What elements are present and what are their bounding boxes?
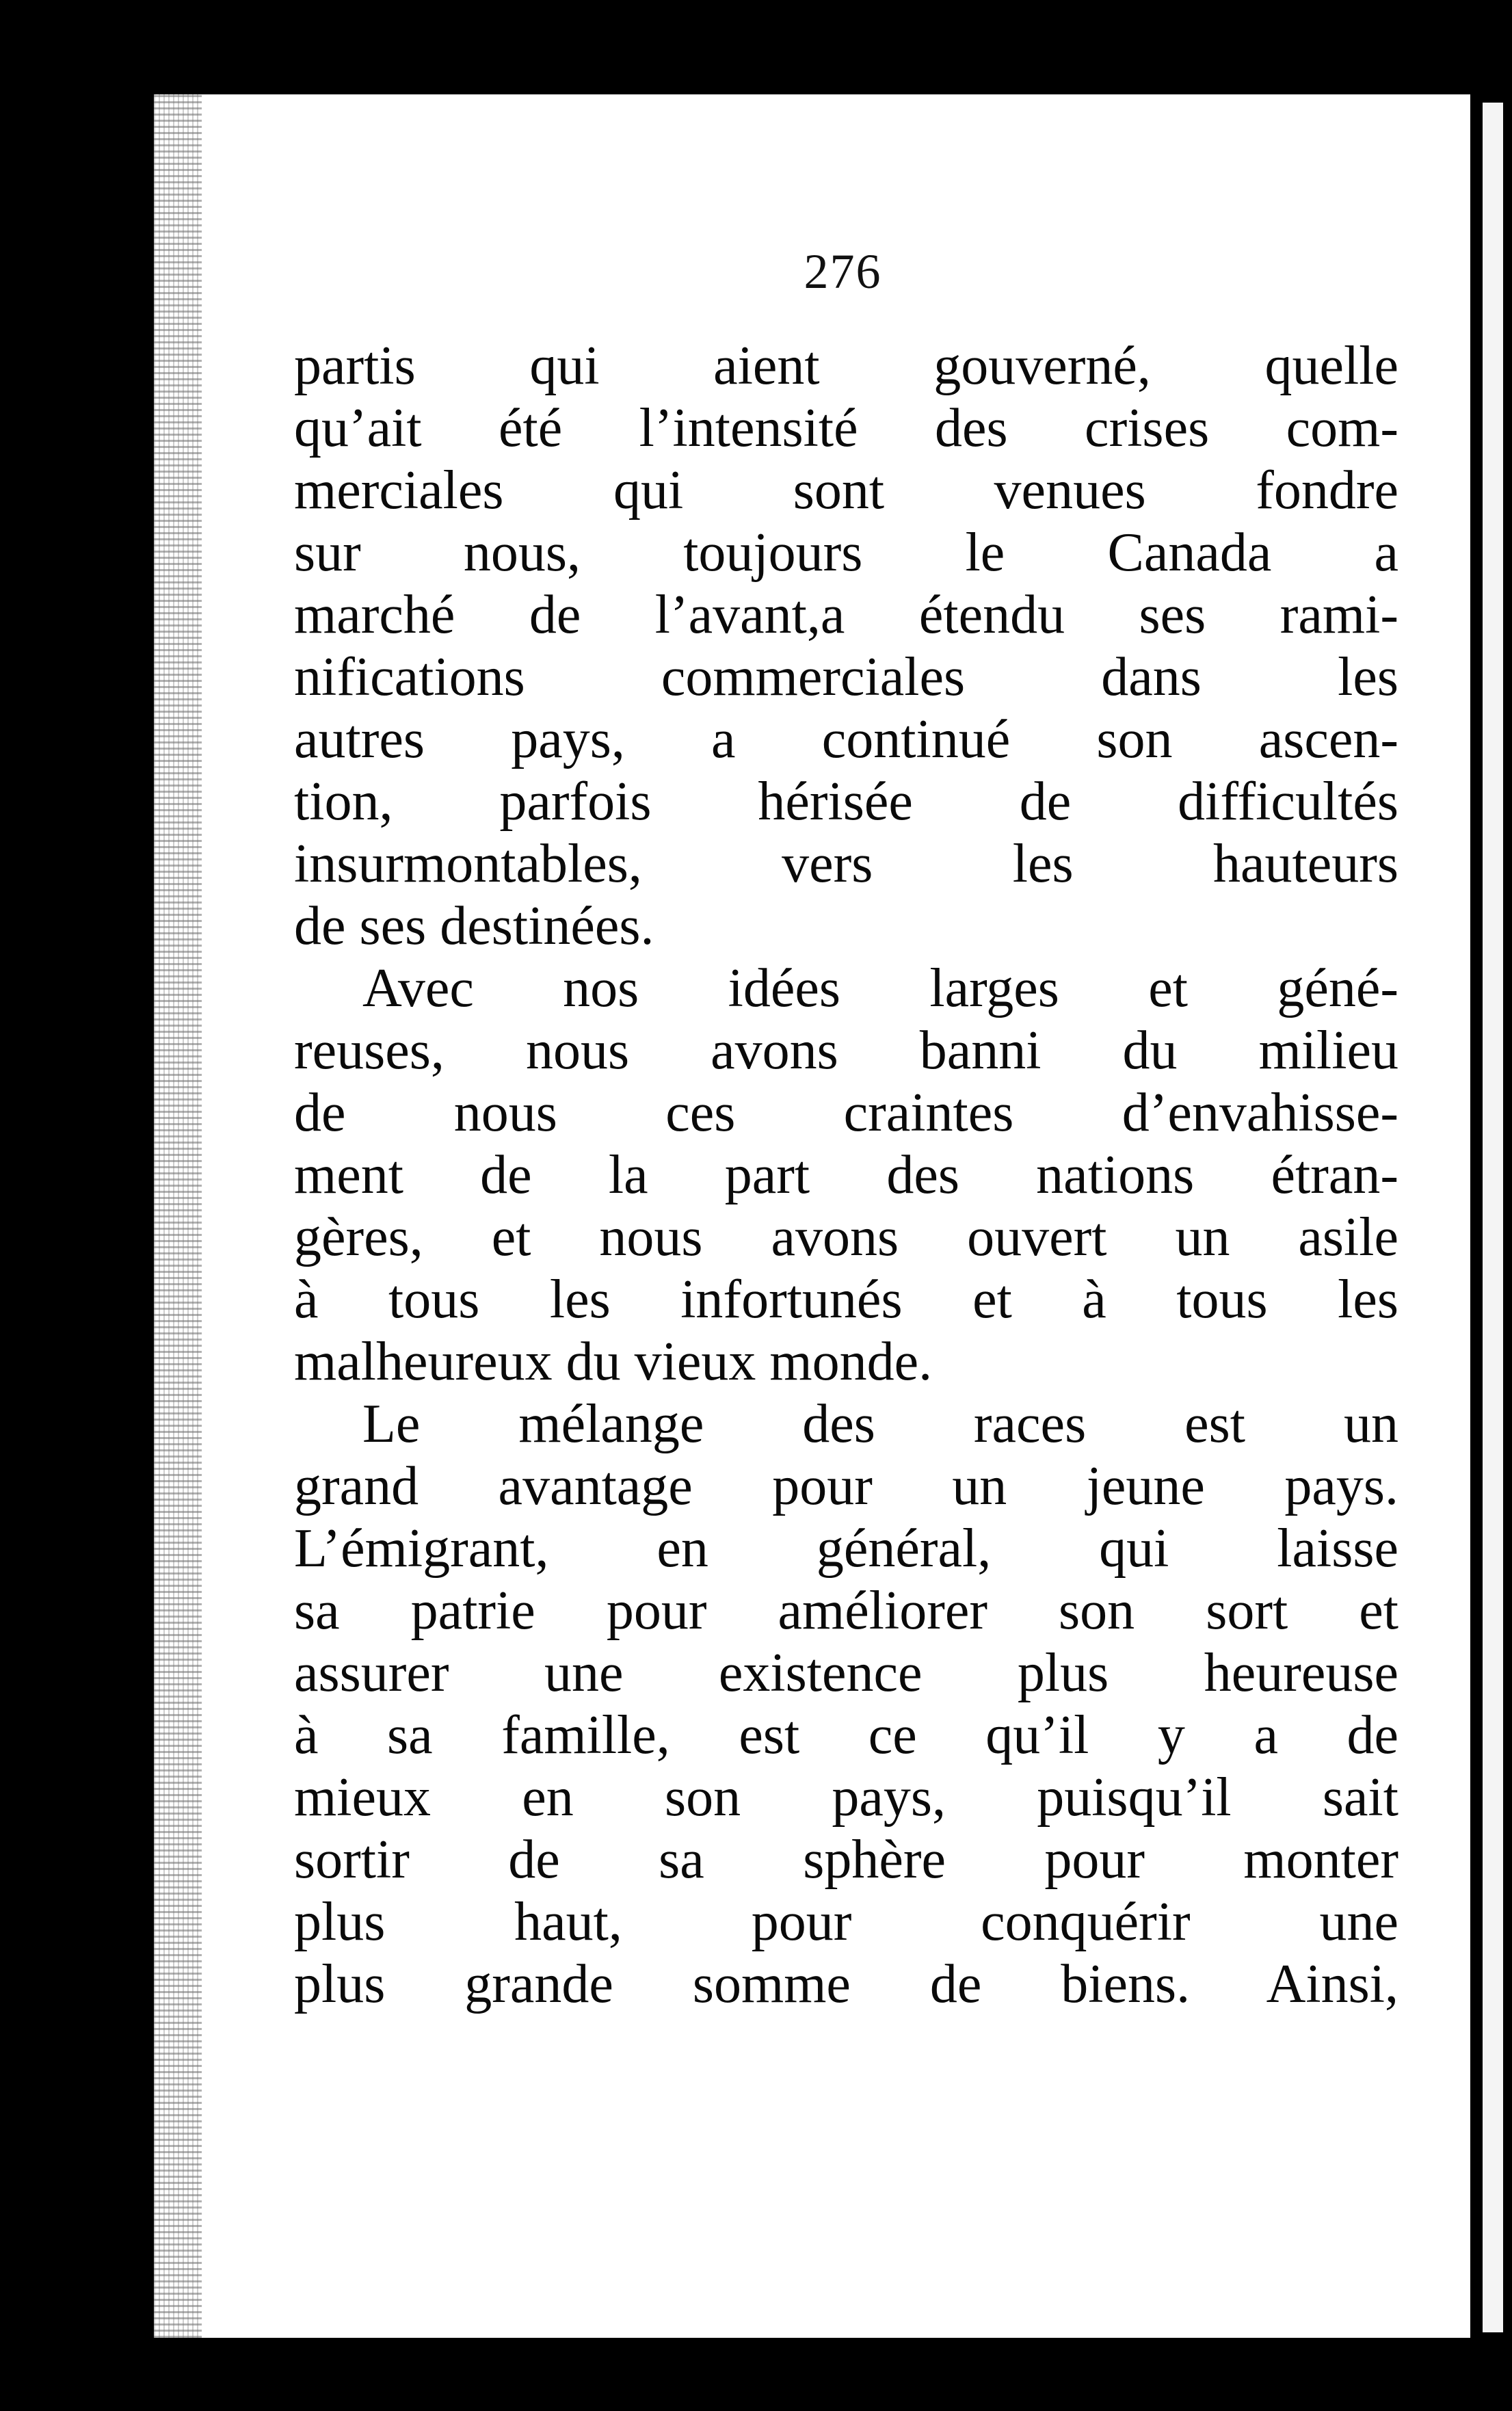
text-line: plus haut, pour conquérir une <box>294 1892 1398 1952</box>
text-line: partis qui aient gouverné, quelle <box>294 336 1398 396</box>
text-line: marché de l’avant,a étendu ses rami- <box>294 585 1398 645</box>
text-line: tion, parfois hérisée de difficultés <box>294 772 1398 832</box>
text-line: gères, et nous avons ouvert un asile <box>294 1207 1398 1267</box>
text-line: nifications commerciales dans les <box>294 647 1398 707</box>
text-line: merciales qui sont venues fondre <box>294 460 1398 521</box>
body-text <box>294 335 1398 2016</box>
text-line: assurer une existence plus heureuse <box>294 1643 1398 1703</box>
text-line: reuses, nous avons banni du milieu <box>294 1020 1398 1081</box>
text-line: de ses destinées. <box>294 896 654 956</box>
text-line: ment de la part des nations étran- <box>294 1145 1398 1205</box>
text-line: autres pays, a continué son ascen- <box>294 709 1398 769</box>
text-line: qu’ait été l’intensité des crises com- <box>294 398 1398 458</box>
text-line: L’émigrant, en général, qui laisse <box>294 1518 1398 1579</box>
text-line: malheureux du vieux monde. <box>294 1332 933 1392</box>
text-line: Le mélange des races est un <box>362 1394 1398 1454</box>
page-left-edge-noise <box>154 94 202 2338</box>
page-number: 276 <box>804 244 882 299</box>
page-right-border <box>1470 94 1483 2338</box>
text-line: insurmontables, vers les hauteurs <box>294 834 1398 894</box>
text-line: sa patrie pour améliorer son sort et <box>294 1581 1398 1641</box>
text-line: de nous ces craintes d’envahisse- <box>294 1083 1398 1143</box>
text-line: sur nous, toujours le Canada a <box>294 523 1398 583</box>
text-line: plus grande somme de biens. Ainsi, <box>294 1954 1398 2014</box>
text-line: grand avantage pour un jeune pays. <box>294 1456 1398 1516</box>
text-line: à sa famille, est ce qu’il y a de <box>294 1705 1398 1765</box>
text-line: mieux en son pays, puisqu’il sait <box>294 1767 1398 1828</box>
text-line: à tous les infortunés et à tous les <box>294 1269 1398 1330</box>
text-line: sortir de sa sphère pour monter <box>294 1830 1398 1890</box>
adjacent-page-edge <box>1483 103 1503 2332</box>
text-line: Avec nos idées larges et géné- <box>362 958 1398 1018</box>
